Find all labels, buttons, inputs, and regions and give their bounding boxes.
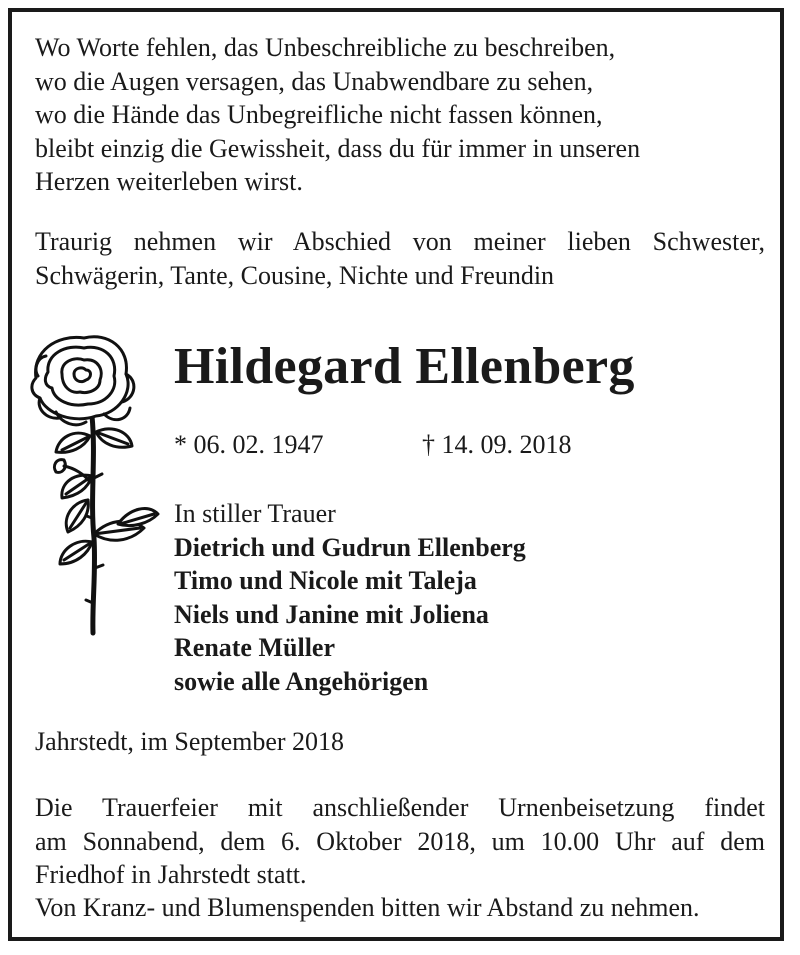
farewell-intro bbox=[35, 225, 765, 292]
death-date: † 14. 09. 2018 bbox=[422, 430, 572, 459]
mourner-name: Timo und Nicole mit Taleja bbox=[174, 566, 477, 595]
verse bbox=[35, 31, 640, 199]
intro-line: Traurig nehmen wir Abschied von meiner lieben Schwester, bbox=[35, 227, 765, 256]
service-line: am Sonnabend, dem 6. Oktober 2018, um 10.00 Uhr auf dem bbox=[35, 826, 765, 856]
verse-line: bleibt einzig die Gewissheit, dass du für immer in unseren bbox=[35, 133, 641, 163]
service-line: Die Trauerfeier mit anschließender Urnenbeisetzung findet bbox=[35, 793, 765, 822]
service-line: Friedhof in Jahrstedt statt. bbox=[35, 860, 307, 889]
birth-date: * 06. 02. 1947 bbox=[174, 430, 324, 459]
verse-line: Herzen weiterleben wirst. bbox=[35, 167, 303, 196]
mourner-name: Niels und Janine mit Joliena bbox=[174, 599, 489, 629]
mourner-name: Dietrich und Gudrun Ellenberg bbox=[174, 532, 526, 562]
verse-line: wo die Hände das Unbegreifliche nicht fassen können, bbox=[35, 100, 603, 129]
verse-line: wo die Augen versagen, das Unabwendbare zu sehen, bbox=[35, 66, 594, 96]
place-date: Jahrstedt, im September 2018 bbox=[35, 727, 345, 756]
rose-icon bbox=[26, 328, 162, 640]
verse-line: Wo Worte fehlen, das Unbeschreibliche zu beschreiben, bbox=[35, 33, 616, 62]
mourners-heading: In stiller Trauer bbox=[174, 499, 336, 528]
deceased-name: Hildegard Ellenberg bbox=[174, 338, 635, 395]
mourner-name: sowie alle Angehörigen bbox=[174, 666, 429, 696]
flower-donation-note: Von Kranz- und Blumenspenden bitten wir Abstand zu nehmen. bbox=[35, 893, 700, 922]
mourner-name: Renate Müller bbox=[174, 633, 336, 662]
service-announcement bbox=[35, 791, 765, 892]
mourners-list bbox=[174, 497, 526, 698]
intro-line: Schwägerin, Tante, Cousine, Nichte und Freundin bbox=[35, 260, 555, 290]
